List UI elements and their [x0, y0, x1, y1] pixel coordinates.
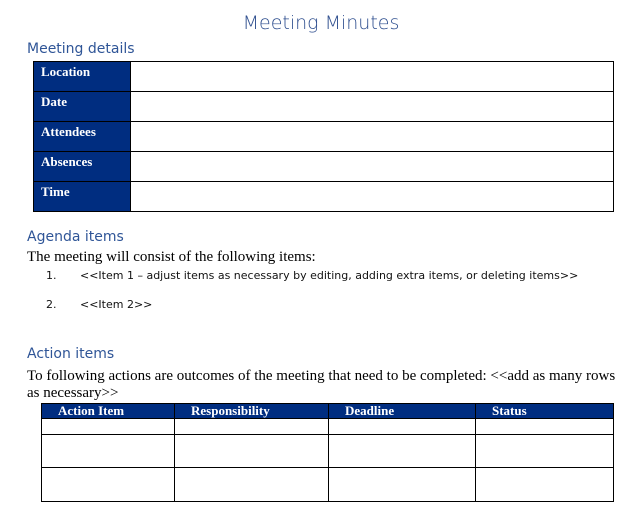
details-value-field[interactable] — [131, 182, 614, 212]
table-cell[interactable] — [329, 419, 476, 435]
table-cell[interactable] — [175, 419, 329, 435]
table-cell[interactable] — [42, 435, 175, 468]
agenda-intro: The meeting will consist of the following items: — [27, 249, 316, 265]
agenda-item-text: <<Item 2>> — [80, 298, 153, 311]
action-items-heading: Action items — [27, 346, 115, 362]
action-items-table — [41, 403, 614, 502]
details-label: Time — [34, 182, 131, 212]
column-header-action-item: Action Item — [42, 404, 175, 419]
table-cell[interactable] — [476, 468, 614, 502]
details-row-attendees — [34, 122, 614, 152]
table-cell[interactable] — [476, 419, 614, 435]
table-cell[interactable] — [175, 435, 329, 468]
action-items-intro: To following actions are outcomes of the meeting that need to be completed: <<add as many rows as necessary>> — [27, 368, 616, 401]
table-cell[interactable] — [175, 468, 329, 502]
table-cell[interactable] — [42, 468, 175, 502]
column-header-status: Status — [476, 404, 614, 419]
table-row — [42, 468, 614, 502]
details-row-time — [34, 182, 614, 212]
column-header-deadline: Deadline — [329, 404, 476, 419]
details-label: Absences — [34, 152, 131, 182]
meeting-details-heading: Meeting details — [27, 41, 135, 57]
action-table-header — [42, 404, 614, 419]
table-row — [42, 435, 614, 468]
table-cell[interactable] — [329, 468, 476, 502]
details-label: Date — [34, 92, 131, 122]
column-header-responsibility: Responsibility — [175, 404, 329, 419]
agenda-item-number: 2. — [46, 298, 57, 311]
details-row-location — [34, 62, 614, 92]
details-label: Location — [34, 62, 131, 92]
agenda-item-text: <<Item 1 – adjust items as necessary by editing, adding extra items, or deleting items>> — [80, 269, 579, 282]
agenda-heading: Agenda items — [27, 229, 124, 245]
table-cell[interactable] — [329, 435, 476, 468]
details-value-field[interactable] — [131, 92, 614, 122]
details-value-field[interactable] — [131, 62, 614, 92]
agenda-item-number: 1. — [46, 269, 57, 282]
meeting-details-table — [33, 61, 614, 212]
details-label: Attendees — [34, 122, 131, 152]
details-row-date — [34, 92, 614, 122]
table-row — [42, 419, 614, 435]
details-value-field[interactable] — [131, 152, 614, 182]
page-title: Meeting Minutes — [242, 12, 400, 34]
table-cell[interactable] — [476, 435, 614, 468]
table-cell[interactable] — [42, 419, 175, 435]
details-value-field[interactable] — [131, 122, 614, 152]
details-row-absences — [34, 152, 614, 182]
